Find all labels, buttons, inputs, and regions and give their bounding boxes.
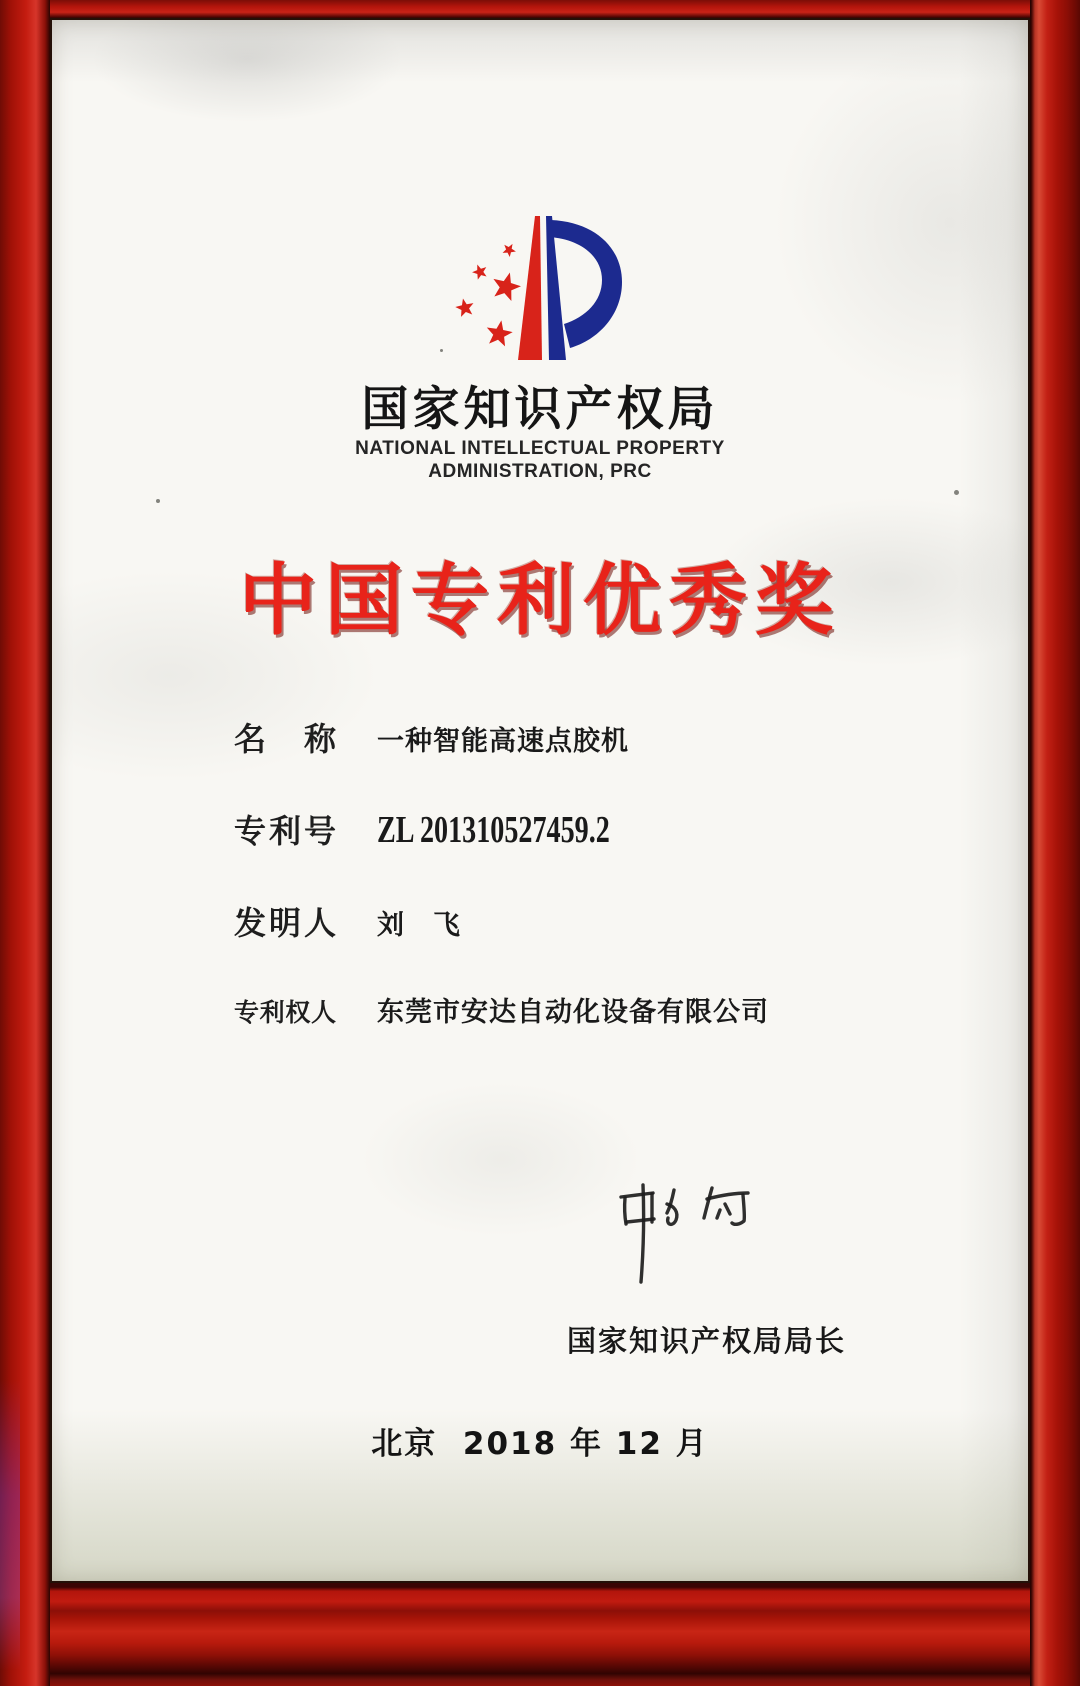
frame-top-edge [0,0,1080,18]
paper-speck [954,490,959,495]
field-label: 名 称 [234,720,336,758]
field-label: 专 利 权 人 [234,998,336,1027]
field-value: 东莞市安达自动化设备有限公司 [377,997,769,1028]
issuer-name-en [52,438,1028,484]
logo-stars [454,241,524,348]
frame-right-edge [1030,0,1080,1686]
field-value: ZL 201310527459.2 [377,809,610,851]
field-value: 刘 飞 [377,910,461,941]
field-row-patentee [234,990,769,1028]
issuer-en-line2: ADMINISTRATION, PRC [428,460,652,482]
frame-light-reflection [0,1380,20,1670]
field-label: 专 利 号 [234,812,336,850]
field-row-patent-number [234,806,769,851]
frame-bottom-edge [0,1583,1080,1686]
issuer-name-cn: 国家知识产权局 [361,382,719,437]
issuer-en-line1: NATIONAL INTELLECTUAL PROPERTY [355,438,725,459]
field-label: 发 明 人 [234,904,336,942]
signer-title: 国家知识产权局局长 [567,1324,847,1358]
paper-speck [440,349,443,352]
certificate-paper [50,18,1030,1583]
signature-handwriting [562,1152,802,1292]
field-row-name [234,714,769,758]
field-row-inventor [234,898,769,942]
award-title: 中国专利优秀奖 [238,556,841,646]
field-value: 一种智能高速点胶机 [377,726,629,757]
certificate-fields [234,714,769,1082]
paper-speck [156,499,160,503]
place-date: 北京 2018 年 12 月 [371,1426,709,1462]
logo-red-nib [518,216,542,360]
nipa-logo-icon [450,212,634,360]
